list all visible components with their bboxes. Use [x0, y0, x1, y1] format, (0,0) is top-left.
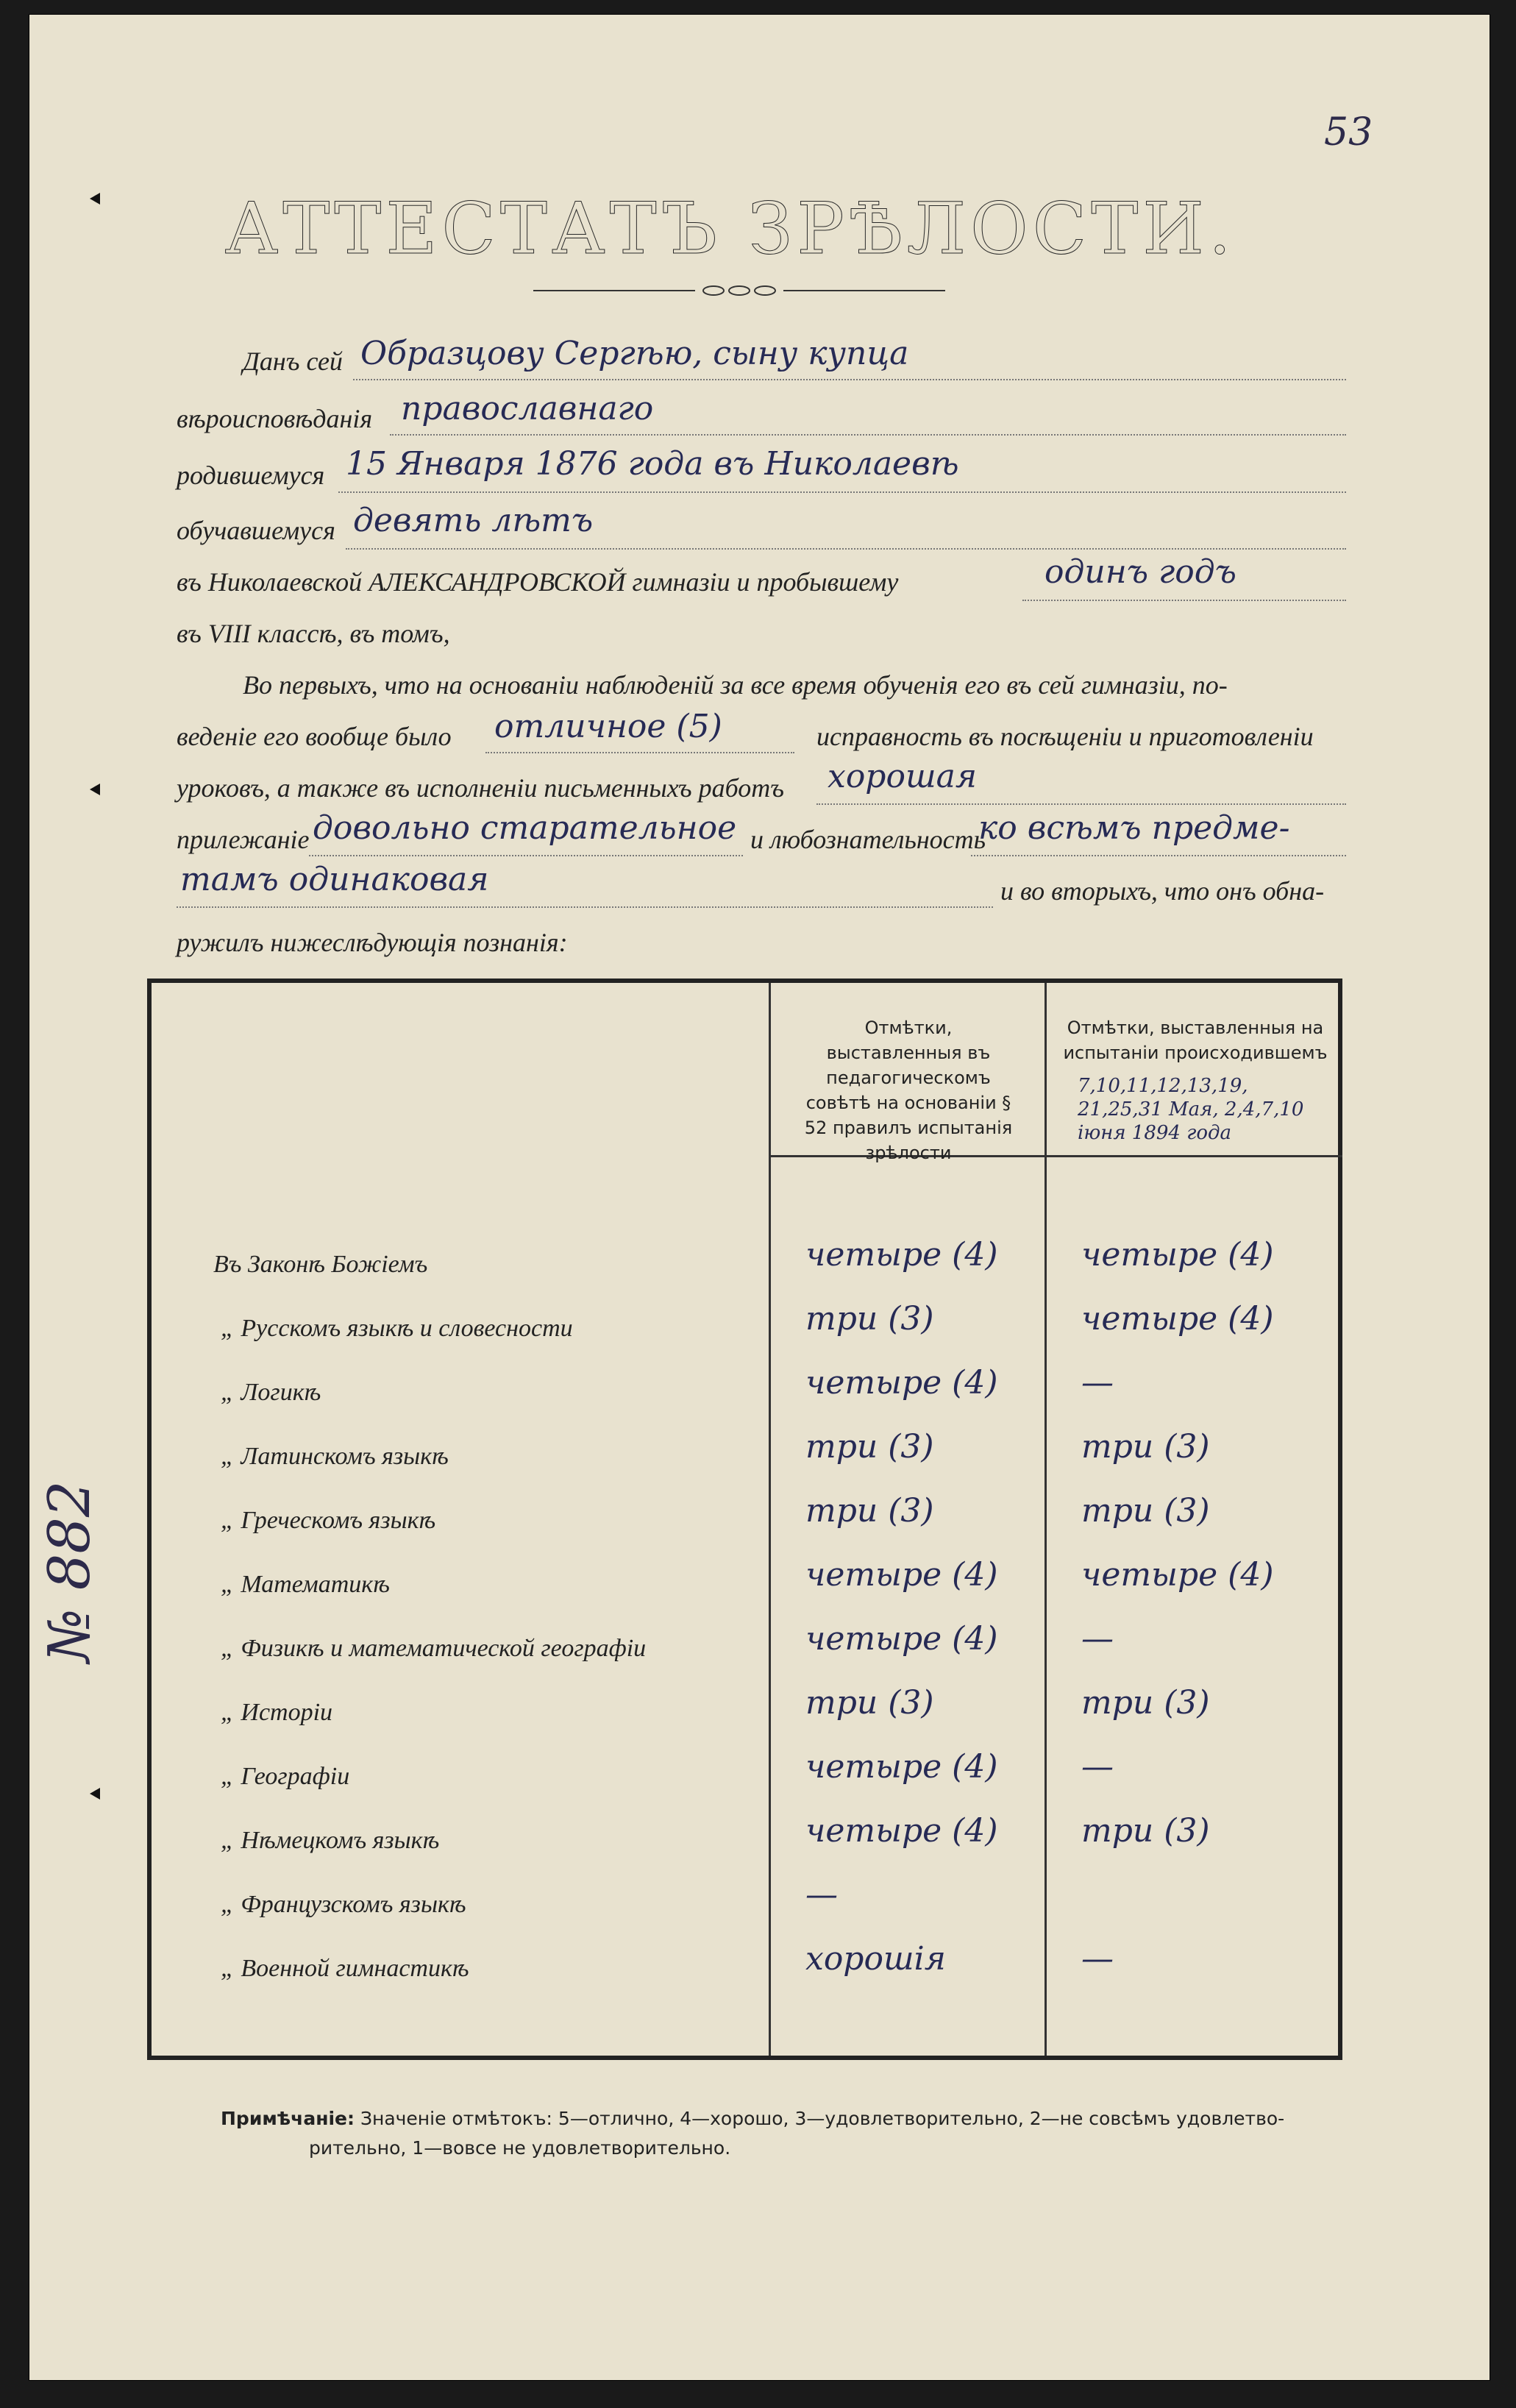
- council-mark: четыре (4): [805, 1748, 998, 1786]
- dotted-line: [1022, 600, 1346, 601]
- margin-handwritten-number: № 882: [37, 1480, 103, 1663]
- subject-label: „ Латинскомъ языкѣ: [221, 1443, 449, 1470]
- council-mark: хорошія: [805, 1940, 946, 1978]
- margin-arrow-icon: [90, 1788, 100, 1800]
- dotted-line: [353, 379, 1346, 380]
- studied-value: девять лѣтъ: [353, 502, 594, 539]
- subject-label: „ Географіи: [221, 1763, 350, 1790]
- dotted-line: [485, 752, 794, 753]
- council-mark: три (3): [805, 1684, 934, 1722]
- exam-mark: —: [1081, 1620, 1114, 1658]
- col2-header: Отмѣтки, выставленныя на испытаніи происходившемъ: [1063, 1017, 1328, 1063]
- col2-header-dates: 7,10,11,12,13,19, 21,25,31 Мая, 2,4,7,10 іюня 1894 года: [1078, 1075, 1304, 1144]
- lessons-label: уроковъ, а также въ исполненіи письменныхъ работъ: [177, 773, 784, 803]
- subject-label: „ Русскомъ языкѣ и словесности: [221, 1315, 573, 1342]
- behavior-value: отличное (5): [494, 708, 722, 745]
- lessons-value: хорошая: [828, 758, 978, 795]
- exam-mark: три (3): [1081, 1492, 1210, 1530]
- subject-label: „ Французскомъ языкѣ: [221, 1891, 466, 1918]
- subject-label: „ Греческомъ языкѣ: [221, 1507, 436, 1534]
- exam-mark: три (3): [1081, 1812, 1210, 1850]
- given-value: Образцову Сергѣю, сыну купца: [360, 335, 909, 372]
- stayed-value: одинъ годъ: [1045, 553, 1236, 591]
- curiosity-value: ко всѣмъ предме-: [978, 809, 1290, 847]
- given-label: Данъ сей: [243, 347, 343, 376]
- revealed-text: ружилъ нижеслѣдующія познанія:: [177, 928, 568, 957]
- council-mark: четыре (4): [805, 1620, 998, 1658]
- class-text: въ VIII классѣ, въ томъ,: [177, 619, 450, 648]
- zeal-value: довольно старательное: [313, 809, 737, 847]
- council-mark: —: [805, 1876, 838, 1914]
- subject-label: „ Логикѣ: [221, 1379, 321, 1406]
- born-value: 15 Января 1876 года въ Николаевѣ: [346, 445, 959, 483]
- dotted-line: [309, 855, 743, 856]
- religion-label: вѣроисповѣданія: [177, 404, 373, 433]
- council-mark: четыре (4): [805, 1236, 998, 1274]
- subject-label: Въ Законѣ Божіемъ: [213, 1251, 428, 1278]
- council-mark: три (3): [805, 1300, 934, 1338]
- born-label: родившемуся: [177, 461, 325, 490]
- subject-label: „ Военной гимнастикѣ: [221, 1955, 469, 1982]
- dotted-line: [971, 855, 1346, 856]
- subject-label: „ Исторіи: [221, 1699, 333, 1726]
- note-text-cont: рительно, 1—вовсе не удовлетворительно.: [309, 2137, 731, 2159]
- note-text: Значеніе отмѣтокъ: 5—отлично, 4—хорошо, 3—удовлетворительно, 2—не совсѣмъ удовлетво-: [360, 2108, 1285, 2129]
- exam-mark: четыре (4): [1081, 1300, 1274, 1338]
- exam-mark: три (3): [1081, 1684, 1210, 1722]
- note-label: Примѣчаніе:: [221, 2108, 355, 2129]
- council-mark: четыре (4): [805, 1364, 998, 1402]
- exam-mark: четыре (4): [1081, 1236, 1274, 1274]
- note: [221, 2104, 1284, 2134]
- council-mark: четыре (4): [805, 1556, 998, 1594]
- dotted-line: [816, 803, 1346, 805]
- document-title: АТТЕСТАТЪ ЗРѢЛОСТИ.: [224, 188, 1236, 270]
- subject-label: „ Математикѣ: [221, 1571, 390, 1598]
- gymnasium-text: въ Николаевской АЛЕКСАНДРОВСКОЙ гимназіи и пробывшему: [177, 567, 899, 597]
- council-mark: четыре (4): [805, 1812, 998, 1850]
- dotted-line: [346, 548, 1346, 550]
- dotted-line: [390, 434, 1346, 436]
- curiosity-value-cont: тамъ одинаковая: [180, 861, 489, 898]
- religion-value: православнаго: [401, 390, 654, 427]
- behavior-label: веденіе его вообще было: [177, 722, 452, 751]
- exam-mark: —: [1081, 1748, 1114, 1786]
- col1-header: Отмѣтки, выставленныя въ педагогическомъ совѣтѣ на основаніи § 52 правилъ испытанія зрѣлости: [804, 1017, 1013, 1163]
- exam-mark: четыре (4): [1081, 1556, 1274, 1594]
- margin-arrow-icon: [90, 784, 100, 795]
- table-divider: [769, 983, 771, 2056]
- exam-mark: —: [1081, 1940, 1114, 1978]
- secondly-text: и во вторыхъ, что онъ обна-: [1000, 876, 1325, 906]
- table-divider: [1045, 983, 1047, 2056]
- zeal-label: прилежаніе: [177, 825, 310, 854]
- exam-mark: три (3): [1081, 1428, 1210, 1466]
- studied-label: обучавшемуся: [177, 516, 335, 545]
- page-number: 53: [1324, 110, 1373, 155]
- council-mark: три (3): [805, 1492, 934, 1530]
- dotted-line: [338, 491, 1346, 493]
- subject-label: „ Нѣмецкомъ языкѣ: [221, 1827, 440, 1854]
- title-ornament-icon: [533, 283, 945, 298]
- exam-mark: —: [1081, 1364, 1114, 1402]
- subject-label: „ Физикѣ и математической географіи: [221, 1635, 647, 1662]
- diligence-label: исправность въ посѣщеніи и приготовленіи: [816, 722, 1314, 751]
- council-mark: три (3): [805, 1428, 934, 1466]
- curiosity-label: и любознательность: [750, 825, 986, 854]
- paragraph-first: Во первыхъ, что на основаніи наблюденій за все время обученія его въ сей гимназіи, по-: [243, 670, 1228, 700]
- dotted-line: [177, 906, 993, 908]
